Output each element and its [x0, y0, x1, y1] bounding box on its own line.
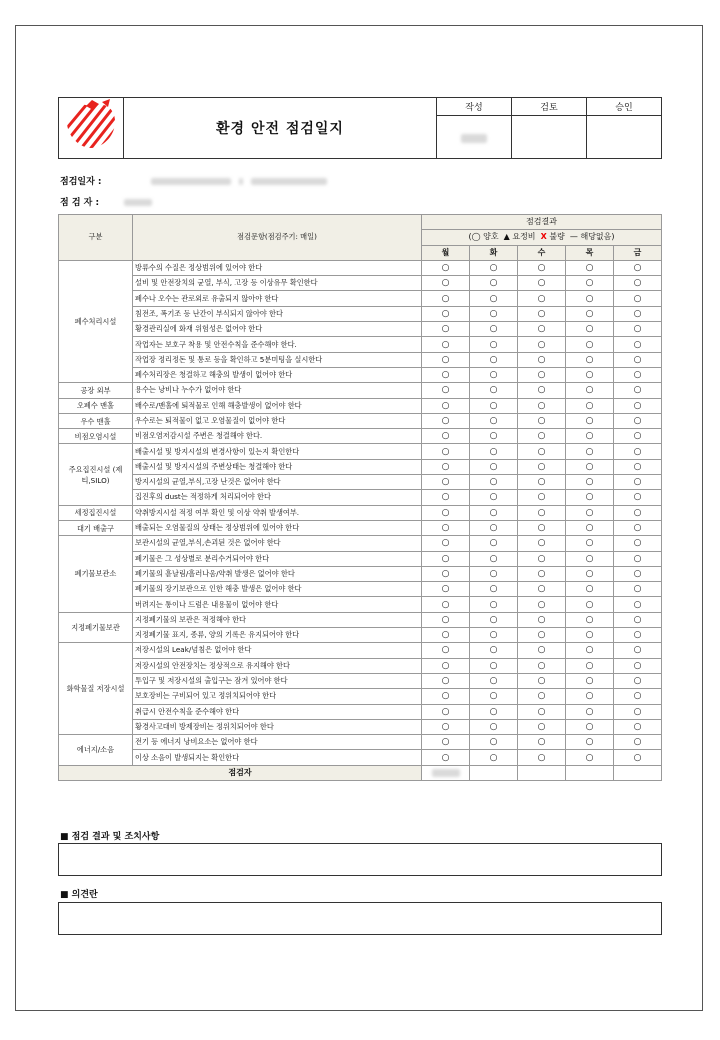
result-mark[interactable]: ○	[614, 566, 662, 581]
check-item: 방류수의 수질은 정상범위에 있어야 한다	[133, 260, 422, 275]
inspector-row	[60, 195, 152, 208]
check-item: 저장시설의 안전장치는 정상적으로 유지해야 한다	[133, 658, 422, 673]
inspector-sign-cell[interactable]	[614, 765, 662, 780]
result-section-title: ■ 점검 결과 및 조치사항	[60, 832, 160, 842]
result-legend: (◯ 양호 ▲ 요정비 X 불량 — 해당없음)	[422, 230, 662, 245]
result-mark[interactable]: ○	[422, 704, 470, 719]
result-mark[interactable]: ○	[566, 536, 614, 551]
table-row	[59, 260, 662, 275]
table-row	[59, 276, 662, 291]
result-mark[interactable]: ○	[566, 367, 614, 382]
check-item: 우수로는 퇴적물이 없고 오염물질이 없어야 한다	[133, 413, 422, 428]
result-mark[interactable]: ○	[470, 689, 518, 704]
result-mark[interactable]: ○	[614, 536, 662, 551]
result-mark[interactable]: ○	[422, 352, 470, 367]
result-mark[interactable]: ○	[470, 306, 518, 321]
result-mark[interactable]: ○	[614, 750, 662, 765]
result-mark[interactable]: ○	[614, 322, 662, 337]
result-mark[interactable]: ○	[614, 551, 662, 566]
table-row	[59, 459, 662, 474]
category-cell: 폐수처리시설	[59, 260, 133, 382]
result-mark[interactable]: ○	[566, 704, 614, 719]
result-mark[interactable]: ○	[614, 291, 662, 306]
result-mark[interactable]: ○	[470, 643, 518, 658]
table-row	[59, 413, 662, 428]
day-header: 월	[422, 245, 470, 260]
result-mark[interactable]: ○	[614, 276, 662, 291]
result-mark[interactable]: ○	[422, 689, 470, 704]
result-mark[interactable]: ○	[566, 260, 614, 275]
table-row	[59, 612, 662, 627]
result-mark[interactable]: ○	[422, 276, 470, 291]
result-mark[interactable]: ○	[566, 352, 614, 367]
table-row	[59, 429, 662, 444]
result-mark[interactable]: ○	[422, 582, 470, 597]
result-mark[interactable]: ○	[422, 673, 470, 688]
table-row	[59, 704, 662, 719]
result-mark[interactable]: ○	[422, 459, 470, 474]
result-mark[interactable]: ○	[566, 628, 614, 643]
check-item: 약취방지시설 적정 여부 확인 및 이상 약취 발생여부.	[133, 505, 422, 520]
table-row	[59, 750, 662, 765]
table-row	[59, 719, 662, 734]
category-cell: 폐기물보관소	[59, 536, 133, 612]
result-mark[interactable]: ○	[518, 352, 566, 367]
result-mark[interactable]: ○	[614, 520, 662, 535]
result-mark[interactable]: ○	[614, 383, 662, 398]
legend-na: — 해당없음	[569, 232, 612, 242]
opinion-section-title: ■ 의견란	[60, 890, 98, 900]
category-cell: 비점오염시설	[59, 429, 133, 444]
result-mark[interactable]: ○	[566, 551, 614, 566]
result-mark[interactable]: ○	[422, 367, 470, 382]
day-header: 목	[566, 245, 614, 260]
result-box[interactable]	[58, 843, 662, 876]
result-mark[interactable]: ○	[518, 475, 566, 490]
result-mark[interactable]: ○	[470, 551, 518, 566]
result-mark[interactable]: ○	[422, 337, 470, 352]
table-row	[59, 551, 662, 566]
result-mark[interactable]: ○	[470, 322, 518, 337]
legend-ok: ◯ 양호	[471, 232, 499, 242]
result-mark[interactable]: ○	[614, 735, 662, 750]
col-result-header: 점검결과	[422, 215, 662, 230]
result-mark[interactable]: ○	[422, 719, 470, 734]
table-row	[59, 444, 662, 459]
result-mark[interactable]: ○	[422, 322, 470, 337]
result-mark[interactable]: ○	[566, 597, 614, 612]
result-mark[interactable]: ○	[470, 597, 518, 612]
result-mark[interactable]: ○	[566, 566, 614, 581]
check-item: 배출시설 및 방지시설의 주변상태는 청결해야 한다	[133, 459, 422, 474]
check-item: 저장시설의 Leak/넘침은 없어야 한다	[133, 643, 422, 658]
result-mark[interactable]: ○	[422, 429, 470, 444]
result-mark[interactable]: ○	[566, 520, 614, 535]
table-row	[59, 383, 662, 398]
result-mark[interactable]: ○	[518, 551, 566, 566]
result-mark[interactable]: ○	[518, 505, 566, 520]
result-mark[interactable]: ○	[614, 719, 662, 734]
result-mark[interactable]: ○	[470, 352, 518, 367]
table-row	[59, 735, 662, 750]
result-mark[interactable]: ○	[422, 658, 470, 673]
legend-attention: ▲ 요정비	[503, 232, 536, 242]
day-header: 화	[470, 245, 518, 260]
inspector-label: 점 검 자 :	[60, 198, 100, 208]
result-mark[interactable]: ○	[518, 673, 566, 688]
result-mark[interactable]: ○	[518, 383, 566, 398]
category-cell: 우수 맨홀	[59, 413, 133, 428]
result-mark[interactable]: ○	[566, 490, 614, 505]
result-mark[interactable]: ○	[422, 490, 470, 505]
result-mark[interactable]: ○	[470, 413, 518, 428]
approval-review-sign[interactable]	[512, 116, 587, 159]
table-row	[59, 597, 662, 612]
result-mark[interactable]: ○	[566, 322, 614, 337]
approval-write-sign[interactable]	[437, 116, 512, 159]
result-mark[interactable]: ○	[566, 735, 614, 750]
result-mark[interactable]: ○	[566, 383, 614, 398]
result-mark[interactable]: ○	[470, 337, 518, 352]
check-item: 폐기물의 흩날림/흘러나옴/약취 발생은 없어야 한다	[133, 566, 422, 581]
table-row	[59, 505, 662, 520]
result-mark[interactable]: ○	[422, 444, 470, 459]
result-mark[interactable]: ○	[422, 398, 470, 413]
result-mark[interactable]: ○	[422, 536, 470, 551]
result-mark[interactable]: ○	[614, 628, 662, 643]
document-title: 환경 안전 점검일지	[124, 98, 437, 159]
result-mark[interactable]: ○	[422, 383, 470, 398]
table-row	[59, 673, 662, 688]
legend-bad-mark: X	[540, 232, 547, 242]
result-mark[interactable]: ○	[566, 719, 614, 734]
result-mark[interactable]: ○	[614, 352, 662, 367]
table-row	[59, 352, 662, 367]
inspector-sign-cell[interactable]	[470, 765, 518, 780]
result-mark[interactable]: ○	[470, 719, 518, 734]
result-mark[interactable]: ○	[518, 750, 566, 765]
check-item: 취급시 안전수칙을 준수해야 한다	[133, 704, 422, 719]
result-mark[interactable]: ○	[518, 444, 566, 459]
check-item: 황경사고대비 방제장비는 정위치되어야 한다	[133, 719, 422, 734]
legend-bad: 불량	[549, 232, 565, 242]
table-row	[59, 490, 662, 505]
result-mark[interactable]: ○	[422, 597, 470, 612]
result-mark[interactable]: ○	[566, 276, 614, 291]
category-cell: 주요집진시설 (제티,SILO)	[59, 444, 133, 505]
category-cell: 지정폐기물보관	[59, 612, 133, 643]
result-mark[interactable]: ○	[422, 520, 470, 535]
result-mark[interactable]: ○	[518, 291, 566, 306]
inspector-sign-cell[interactable]	[518, 765, 566, 780]
result-mark[interactable]: ○	[470, 673, 518, 688]
result-mark[interactable]: ○	[518, 459, 566, 474]
result-mark[interactable]: ○	[518, 704, 566, 719]
approval-approve-label: 승인	[587, 98, 662, 116]
result-mark[interactable]: ○	[518, 490, 566, 505]
result-mark[interactable]: ○	[518, 260, 566, 275]
category-cell: 대기 배출구	[59, 520, 133, 535]
result-mark[interactable]: ○	[518, 689, 566, 704]
check-item: 폐수나 오수는 관로외로 유출되지 않아야 한다	[133, 291, 422, 306]
result-mark[interactable]: ○	[422, 291, 470, 306]
result-mark[interactable]: ○	[422, 413, 470, 428]
result-mark[interactable]: ○	[614, 306, 662, 321]
inspector-sign-cell[interactable]	[566, 765, 614, 780]
result-mark[interactable]: ○	[470, 735, 518, 750]
result-mark[interactable]: ○	[470, 444, 518, 459]
result-mark[interactable]: ○	[518, 367, 566, 382]
result-mark[interactable]: ○	[518, 735, 566, 750]
table-row	[59, 658, 662, 673]
result-mark[interactable]: ○	[422, 505, 470, 520]
result-mark[interactable]: ○	[422, 612, 470, 627]
result-mark[interactable]: ○	[566, 306, 614, 321]
result-mark[interactable]: ○	[518, 612, 566, 627]
col-item-header: 점검문항(점검주기: 매일)	[133, 215, 422, 261]
inspector-sign-label: 점검자	[59, 765, 422, 780]
result-mark[interactable]: ○	[470, 367, 518, 382]
result-mark[interactable]: ○	[566, 429, 614, 444]
result-mark[interactable]: ○	[470, 612, 518, 627]
inspector-sign-cell[interactable]	[422, 765, 470, 780]
table-row	[59, 536, 662, 551]
result-mark[interactable]: ○	[518, 643, 566, 658]
result-mark[interactable]: ○	[518, 306, 566, 321]
result-mark[interactable]: ○	[518, 566, 566, 581]
result-mark[interactable]: ○	[614, 704, 662, 719]
result-mark[interactable]: ○	[518, 582, 566, 597]
inspector-sign-row	[59, 765, 662, 780]
result-mark[interactable]: ○	[566, 673, 614, 688]
result-mark[interactable]: ○	[566, 444, 614, 459]
category-cell: 화학물질 저장시설	[59, 643, 133, 735]
result-mark[interactable]: ○	[470, 536, 518, 551]
result-mark[interactable]: ○	[518, 536, 566, 551]
company-logo-icon	[62, 98, 120, 154]
result-mark[interactable]: ○	[614, 459, 662, 474]
result-mark[interactable]: ○	[566, 459, 614, 474]
check-item: 배출시설 및 방지시설의 변경사항이 있는지 확인한다	[133, 444, 422, 459]
result-mark[interactable]: ○	[518, 413, 566, 428]
table-row	[59, 689, 662, 704]
check-item: 버려지는 통이나 드럼은 내용물이 없어야 한다	[133, 597, 422, 612]
table-row	[59, 322, 662, 337]
result-mark[interactable]: ○	[518, 337, 566, 352]
result-mark[interactable]: ○	[614, 673, 662, 688]
approval-write-label: 작성	[437, 98, 512, 116]
result-mark[interactable]: ○	[614, 475, 662, 490]
result-mark[interactable]: ○	[614, 337, 662, 352]
table-row	[59, 337, 662, 352]
table-row	[59, 398, 662, 413]
result-mark[interactable]: ○	[422, 566, 470, 581]
result-mark[interactable]: ○	[518, 429, 566, 444]
check-item: 황경관리실에 화재 위험성은 없어야 한다	[133, 322, 422, 337]
day-header: 금	[614, 245, 662, 260]
result-mark[interactable]: ○	[470, 383, 518, 398]
result-mark[interactable]: ○	[470, 628, 518, 643]
result-mark[interactable]: ○	[614, 597, 662, 612]
check-item: 침전조, 폭기조 등 난간이 부식되지 않아야 한다	[133, 306, 422, 321]
check-item: 작업장 정리정돈 및 통로 등을 확인하고 5분미팅을 실시한다	[133, 352, 422, 367]
result-mark[interactable]: ○	[614, 429, 662, 444]
result-mark[interactable]: ○	[518, 398, 566, 413]
result-mark[interactable]: ○	[422, 306, 470, 321]
result-mark[interactable]: ○	[518, 597, 566, 612]
result-mark[interactable]: ○	[470, 459, 518, 474]
approval-approve-sign[interactable]	[587, 116, 662, 159]
result-mark[interactable]: ○	[470, 260, 518, 275]
result-mark[interactable]: ○	[518, 719, 566, 734]
check-item: 방지시설의 균열,부식,고장 난것은 없어야 한다	[133, 475, 422, 490]
result-mark[interactable]: ○	[422, 551, 470, 566]
col-category-header: 구분	[59, 215, 133, 261]
result-mark[interactable]: ○	[566, 291, 614, 306]
result-mark[interactable]: ○	[518, 276, 566, 291]
inspection-date-label: 점검일자 :	[60, 177, 102, 187]
table-row	[59, 628, 662, 643]
result-mark[interactable]: ○	[518, 520, 566, 535]
check-item: 지정폐기물 표지, 종류, 양의 기록은 유지되어야 한다	[133, 628, 422, 643]
result-mark[interactable]: ○	[566, 612, 614, 627]
category-cell: 에너지/소음	[59, 735, 133, 766]
result-mark[interactable]: ○	[566, 475, 614, 490]
result-mark[interactable]: ○	[614, 367, 662, 382]
category-cell: 공장 외부	[59, 383, 133, 398]
logo	[59, 98, 124, 159]
result-mark[interactable]: ○	[518, 658, 566, 673]
result-mark[interactable]: ○	[614, 582, 662, 597]
table-row	[59, 475, 662, 490]
table-row	[59, 520, 662, 535]
result-mark[interactable]: ○	[566, 505, 614, 520]
check-item: 배수로/맨홀에 퇴적물로 인해 해충발생이 없어야 한다	[133, 398, 422, 413]
result-mark[interactable]: ○	[422, 475, 470, 490]
result-mark[interactable]: ○	[566, 337, 614, 352]
result-mark[interactable]: ○	[470, 505, 518, 520]
result-mark[interactable]: ○	[470, 658, 518, 673]
check-item: 보호장비는 구비되어 있고 정위치되어야 한다	[133, 689, 422, 704]
check-item: 작업자는 보호구 착용 및 안전수칙을 준수해야 한다.	[133, 337, 422, 352]
table-row	[59, 367, 662, 382]
category-cell: 세정집진시설	[59, 505, 133, 520]
result-mark[interactable]: ○	[566, 689, 614, 704]
table-row	[59, 291, 662, 306]
result-mark[interactable]: ○	[614, 413, 662, 428]
check-item: 폐기물은 그 성상별로 분리수거되어야 한다	[133, 551, 422, 566]
result-mark[interactable]: ○	[470, 566, 518, 581]
check-item: 지정폐기물의 보관은 적정해야 한다	[133, 612, 422, 627]
check-item: 비점오염저감시설 주변은 청결해야 한다.	[133, 429, 422, 444]
checklist-table	[58, 214, 662, 781]
result-mark[interactable]: ○	[470, 582, 518, 597]
check-item: 집진후의 dust는 적정하게 처리되어야 한다	[133, 490, 422, 505]
result-mark[interactable]: ○	[614, 490, 662, 505]
opinion-box[interactable]	[58, 902, 662, 935]
result-mark[interactable]: ○	[566, 643, 614, 658]
table-row	[59, 306, 662, 321]
check-item: 전기 등 에너지 낭비요소는 없어야 한다	[133, 735, 422, 750]
result-mark[interactable]: ○	[470, 429, 518, 444]
result-mark[interactable]: ○	[566, 413, 614, 428]
result-mark[interactable]: ○	[566, 582, 614, 597]
result-mark[interactable]: ○	[422, 628, 470, 643]
table-row	[59, 566, 662, 581]
result-mark[interactable]: ○	[470, 276, 518, 291]
check-item: 설비 및 안전장치의 균열, 부식, 고장 등 이상유무 확인한다	[133, 276, 422, 291]
result-mark[interactable]: ○	[614, 260, 662, 275]
result-mark[interactable]: ○	[614, 612, 662, 627]
result-mark[interactable]: ○	[470, 704, 518, 719]
result-mark[interactable]: ○	[470, 750, 518, 765]
result-mark[interactable]: ○	[470, 291, 518, 306]
check-item: 폐기물의 장기보관으로 인한 해충 발생은 없어야 한다	[133, 582, 422, 597]
check-item: 보관시설의 균열,부식,손괴된 것은 없어야 한다	[133, 536, 422, 551]
table-row	[59, 582, 662, 597]
result-mark[interactable]: ○	[614, 658, 662, 673]
result-mark[interactable]: ○	[470, 520, 518, 535]
result-mark[interactable]: ○	[422, 260, 470, 275]
result-mark[interactable]: ○	[614, 398, 662, 413]
check-item: 이상 소음이 발생되지는 확인한다	[133, 750, 422, 765]
header-table	[58, 97, 662, 159]
check-item: 투입구 및 저장시설의 출입구는 잠겨 있어야 한다	[133, 673, 422, 688]
day-header: 수	[518, 245, 566, 260]
result-mark[interactable]: ○	[470, 398, 518, 413]
result-mark[interactable]: ○	[422, 750, 470, 765]
result-mark[interactable]: ○	[422, 643, 470, 658]
inspection-date-row	[60, 174, 327, 187]
result-mark[interactable]: ○	[566, 658, 614, 673]
result-mark[interactable]: ○	[470, 490, 518, 505]
result-mark[interactable]: ○	[566, 398, 614, 413]
result-mark[interactable]: ○	[518, 628, 566, 643]
category-cell: 오폐수 맨홀	[59, 398, 133, 413]
approval-review-label: 검토	[512, 98, 587, 116]
result-mark[interactable]: ○	[614, 505, 662, 520]
result-mark[interactable]: ○	[566, 750, 614, 765]
result-mark[interactable]: ○	[614, 444, 662, 459]
check-item: 용수는 낭비나 누수가 없어야 한다	[133, 383, 422, 398]
result-mark[interactable]: ○	[518, 322, 566, 337]
result-mark[interactable]: ○	[614, 689, 662, 704]
result-mark[interactable]: ○	[614, 643, 662, 658]
check-item: 폐수처리장은 청결하고 해충의 발생이 없어야 한다	[133, 367, 422, 382]
table-row	[59, 643, 662, 658]
check-item: 배출되는 오염물질의 상태는 정상범위에 있어야 한다	[133, 520, 422, 535]
result-mark[interactable]: ○	[470, 475, 518, 490]
result-mark[interactable]: ○	[422, 735, 470, 750]
